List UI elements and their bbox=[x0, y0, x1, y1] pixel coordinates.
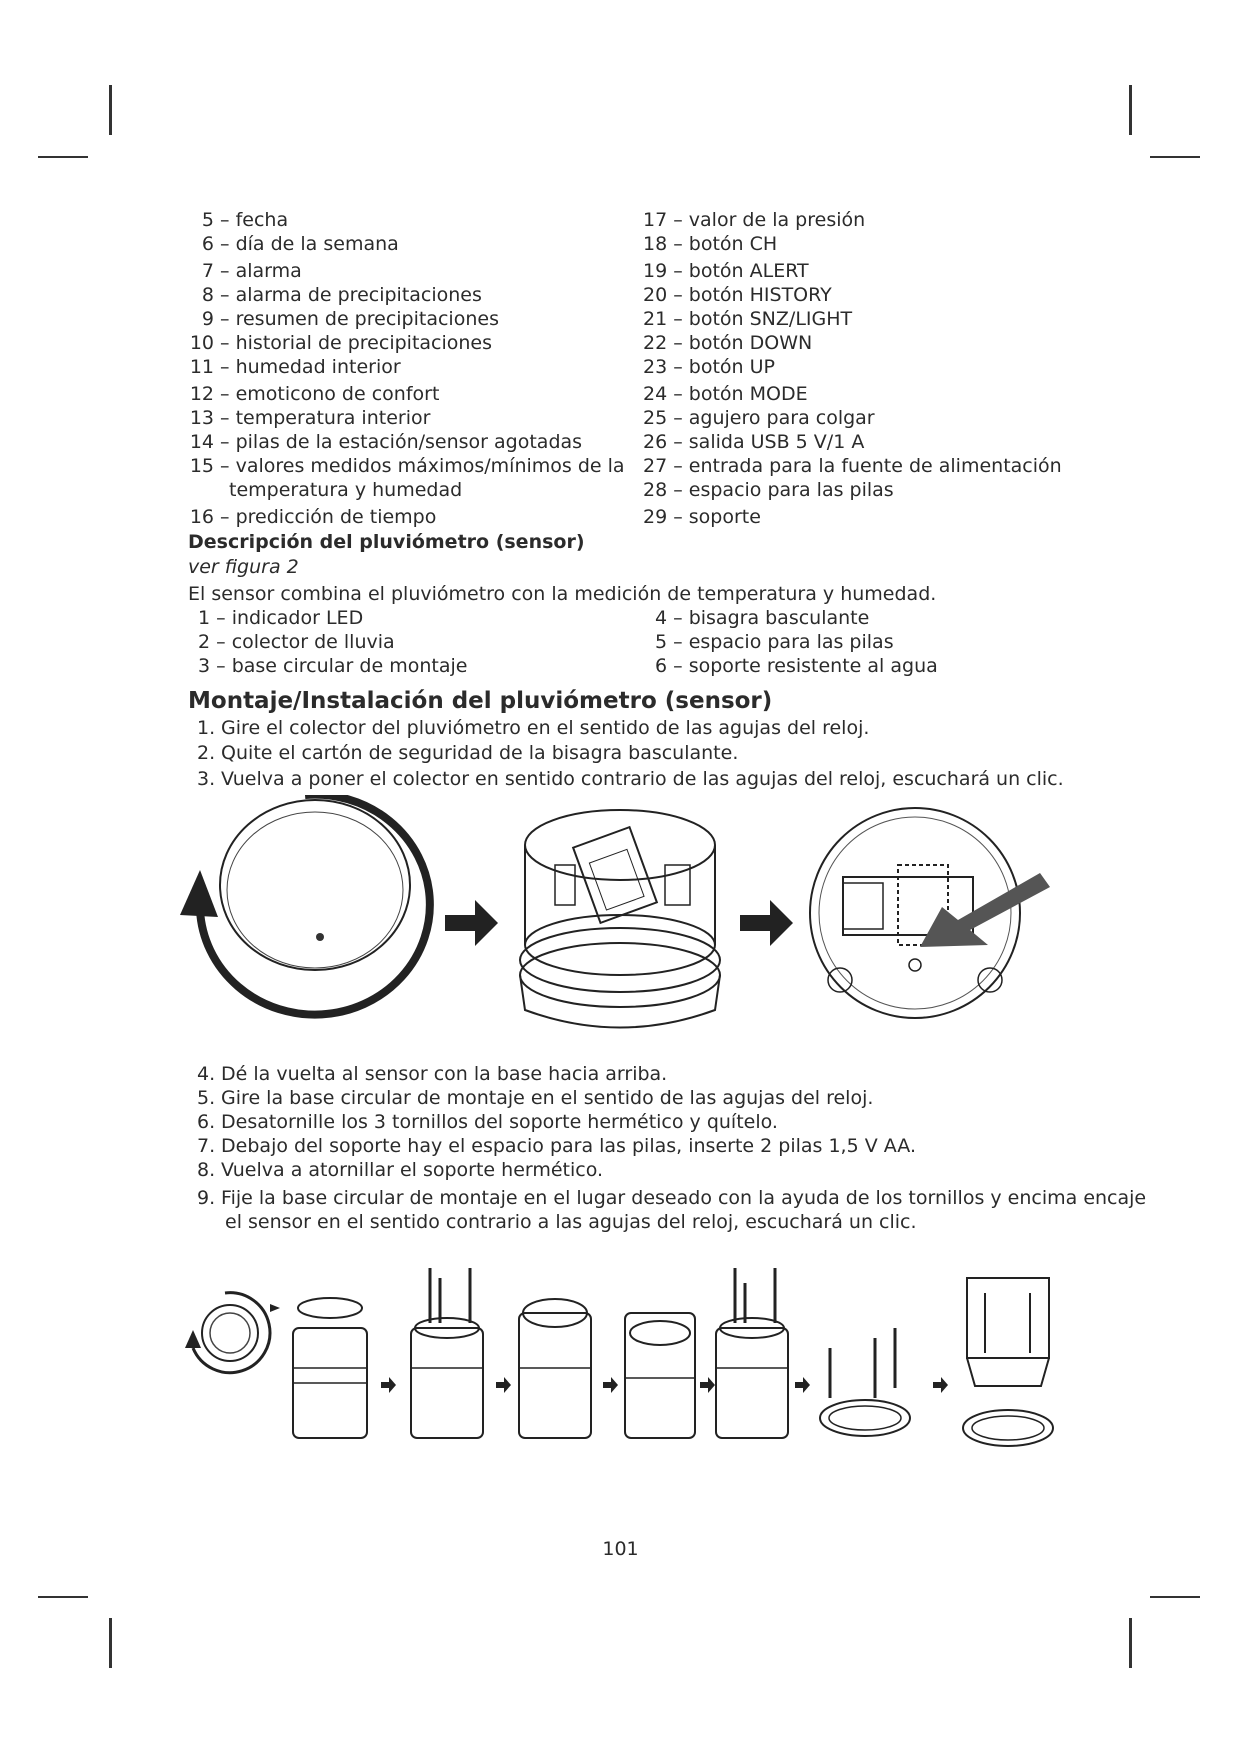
instruction-step: 3. Vuelva a poner el colector en sentido contrario de las agujas del reloj, escuchará un clic. bbox=[197, 768, 1064, 790]
legend-item: 6 – día de la semana bbox=[201, 233, 399, 255]
crop-mark-top-right-h bbox=[1150, 156, 1200, 158]
legend-item: 24 – botón MODE bbox=[643, 383, 808, 405]
arrow-right-icon bbox=[445, 900, 498, 946]
arrow-right-icon bbox=[496, 1377, 511, 1393]
collector-installation-figure bbox=[180, 795, 1060, 1035]
instruction-step: 5. Gire la base circular de montaje en el sentido de las agujas del reloj. bbox=[197, 1087, 874, 1109]
legend-item: 23 – botón UP bbox=[643, 356, 775, 378]
final-sensor-mounted-illustration bbox=[963, 1278, 1053, 1446]
pointer-arrow-icon bbox=[920, 873, 1050, 947]
legend-item: 19 – botón ALERT bbox=[643, 260, 809, 282]
legend-item: 21 – botón SNZ/LIGHT bbox=[643, 308, 853, 330]
crop-mark-top-left-v bbox=[109, 85, 112, 135]
sensor-part-item: 3 – base circular de montaje bbox=[198, 655, 468, 677]
legend-item: 28 – espacio para las pilas bbox=[643, 479, 894, 501]
crop-mark-top-right-v bbox=[1129, 85, 1132, 135]
legend-item: 25 – agujero para colgar bbox=[643, 407, 875, 429]
rotate-collector-illustration bbox=[180, 795, 430, 1015]
legend-item: 17 – valor de la presión bbox=[643, 209, 866, 231]
crop-mark-bottom-right-v bbox=[1129, 1618, 1132, 1668]
sensor-step-1 bbox=[293, 1298, 367, 1438]
instruction-step: 1. Gire el colector del pluviómetro en el sentido de las agujas del reloj. bbox=[197, 717, 870, 739]
instruction-step: 4. Dé la vuelta al sensor con la base hacia arriba. bbox=[197, 1063, 668, 1085]
instruction-step: 8. Vuelva a atornillar el soporte hermético. bbox=[197, 1159, 604, 1181]
crop-mark-bottom-left-h bbox=[38, 1596, 88, 1598]
legend-item: 27 – entrada para la fuente de alimentación bbox=[643, 455, 1062, 477]
instruction-step: 9. Fije la base circular de montaje en el lugar deseado con la ayuda de los tornillos y encima encaje bbox=[197, 1187, 1147, 1209]
legend-item: 9 – resumen de precipitaciones bbox=[201, 308, 499, 330]
sensor-step-5 bbox=[716, 1268, 788, 1438]
arrow-right-icon bbox=[381, 1377, 396, 1393]
sensor-part-item: 5 – espacio para las pilas bbox=[655, 631, 894, 653]
instruction-step: 2. Quite el cartón de seguridad de la bisagra basculante. bbox=[197, 742, 739, 764]
arrow-right-icon bbox=[795, 1377, 810, 1393]
instruction-step: 7. Debajo del soporte hay el espacio para las pilas, inserte 2 pilas 1,5 V AA. bbox=[197, 1135, 916, 1157]
arrow-right-icon bbox=[700, 1377, 715, 1393]
sensor-part-item: 4 – bisagra basculante bbox=[655, 607, 870, 629]
legend-item: 8 – alarma de precipitaciones bbox=[201, 284, 482, 306]
sensor-part-item: 2 – colector de lluvia bbox=[198, 631, 395, 653]
sensor-bottom-view-illustration bbox=[810, 808, 1050, 1018]
crop-mark-bottom-right-h bbox=[1150, 1596, 1200, 1598]
crop-mark-bottom-left-v bbox=[109, 1618, 112, 1668]
legend-item: 14 – pilas de la estación/sensor agotadas bbox=[189, 431, 583, 453]
legend-item: 18 – botón CH bbox=[643, 233, 778, 255]
legend-item: 15 – valores medidos máximos/mínimos de la bbox=[189, 455, 625, 477]
sensor-step-4 bbox=[625, 1313, 695, 1438]
instruction-step: 6. Desatornille los 3 tornillos del soporte hermético y quítelo. bbox=[197, 1111, 778, 1133]
legend-item: 16 – predicción de tiempo bbox=[189, 506, 437, 528]
sensor-section-heading: Descripción del pluviómetro (sensor) bbox=[188, 531, 585, 553]
battery-installation-figure bbox=[185, 1268, 1055, 1458]
sensor-step-2 bbox=[411, 1268, 483, 1438]
sensor-part-item: 1 – indicador LED bbox=[198, 607, 364, 629]
legend-item: 10 – historial de precipitaciones bbox=[189, 332, 493, 354]
legend-item: 5 – fecha bbox=[201, 209, 289, 231]
legend-item: 13 – temperatura interior bbox=[189, 407, 431, 429]
legend-item: 11 – humedad interior bbox=[189, 356, 401, 378]
instruction-step-continuation: el sensor en el sentido contrario a las agujas del reloj, escuchará un clic. bbox=[225, 1211, 917, 1233]
page-number: 101 bbox=[602, 1538, 639, 1560]
legend-item: 20 – botón HISTORY bbox=[643, 284, 832, 306]
base-rotation-illustration bbox=[185, 1293, 280, 1373]
arrow-right-icon bbox=[603, 1377, 618, 1393]
legend-item: 29 – soporte bbox=[643, 506, 761, 528]
mounting-base-screws-illustration bbox=[820, 1328, 910, 1436]
figure-reference: ver figura 2 bbox=[188, 556, 299, 578]
legend-item: 22 – botón DOWN bbox=[643, 332, 813, 354]
legend-item: 26 – salida USB 5 V/1 A bbox=[643, 431, 865, 453]
legend-item: 12 – emoticono de confort bbox=[189, 383, 440, 405]
sensor-intro: El sensor combina el pluviómetro con la medición de temperatura y humedad. bbox=[188, 583, 937, 605]
sensor-part-item: 6 – soporte resistente al agua bbox=[655, 655, 938, 677]
arrow-right-icon bbox=[740, 900, 793, 946]
crop-mark-top-left-h bbox=[38, 156, 88, 158]
installation-heading: Montaje/Instalación del pluviómetro (sensor) bbox=[188, 688, 773, 714]
sensor-step-3 bbox=[519, 1299, 591, 1438]
legend-item-continuation: temperatura y humedad bbox=[229, 479, 463, 501]
legend-item: 7 – alarma bbox=[201, 260, 302, 282]
arrow-right-icon bbox=[933, 1377, 948, 1393]
open-sensor-illustration bbox=[520, 810, 720, 1028]
